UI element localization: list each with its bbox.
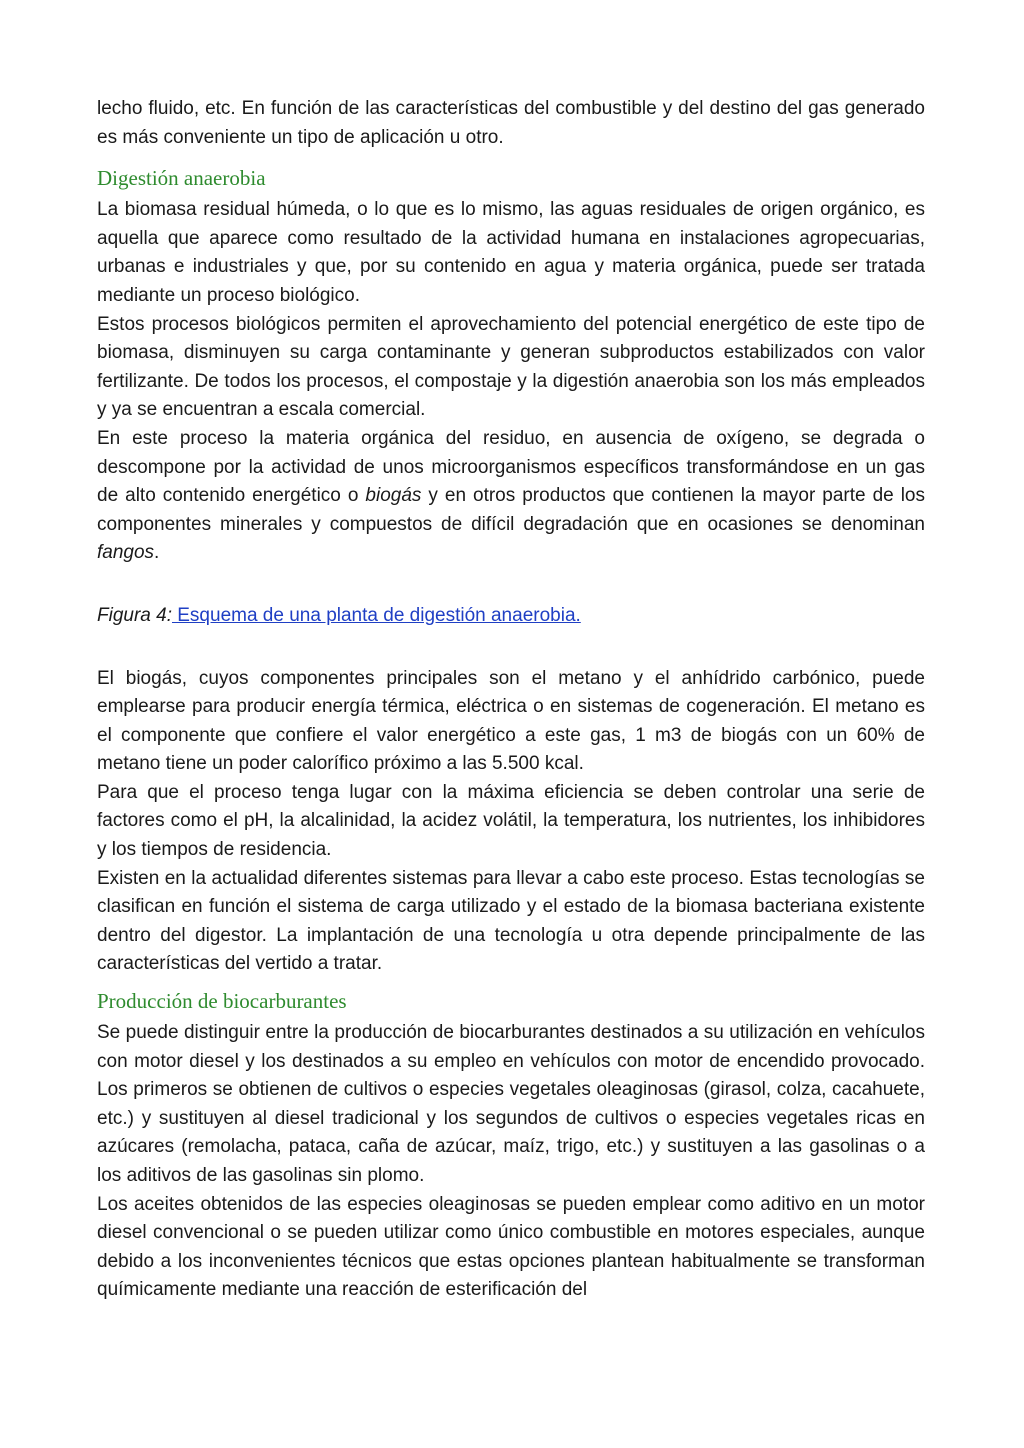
biocarburantes-paragraph-1: Se puede distinguir entre la producción de biocarburantes destinados a su utilización en vehículos con motor diesel y los destinados a su empleo en vehículos con motor de encendido provocado. Los primeros se obtienen de cultivos o especies vegetales oleaginosas (girasol, colza, cacahuete, etc.) y sustituyen al diesel tradicional y los segundos de cultivos o especies vegetales ricas en azúcares (remolacha, pataca, caña de azúcar, maíz, trigo, etc.) y sustituyen a las gasolinas o a los aditivos de las gasolinas sin plomo. bbox=[97, 1022, 925, 1186]
section-heading-biocarburantes: Producción de biocarburantes bbox=[97, 989, 347, 1014]
figure-label: Figura 4: bbox=[97, 604, 172, 626]
digestion-p3-text-b: y en otros productos que contienen la mayor parte de los componentes minerales y compuestos de difícil degradación que en ocasiones se denominan bbox=[97, 485, 925, 535]
biocarburantes-paragraph-2: Los aceites obtenidos de las especies oleaginosas se pueden emplear como aditivo en un motor diesel convencional o se pueden utilizar como único combustible en motores especiales, aunque debido a los inconvenientes técnicos que estas opciones plantean habitualmente se transforman químicamente mediante una reacción de esterificación del bbox=[97, 1193, 925, 1301]
digestion-paragraph-3 bbox=[97, 425, 925, 568]
document-page bbox=[97, 95, 925, 1305]
biogas-paragraph-3: Existen en la actualidad diferentes sistemas para llevar a cabo este proceso. Estas tecnologías se clasifican en función el sistema de carga utilizado y el estado de la biomasa bacteriana existente dentro del digestor. La implantación de una tecnología u otra depende principalmente de las características del vertido a tratar. bbox=[97, 867, 925, 975]
figure-link[interactable]: Esquema de una planta de digestión anaerobia. bbox=[171, 604, 581, 626]
biogas-paragraph-1: El biogás, cuyos componentes principales son el metano y el anhídrido carbónico, puede emplearse para producir energía térmica, eléctrica o en sistemas de cogeneración. El metano es el componente que confiere el valor energético a este gas, 1 m3 de biogás con un 60% de metano tiene un poder calorífico próximo a las 5.500 kcal. bbox=[97, 667, 925, 775]
biogas-paragraph-2: Para que el proceso tenga lugar con la máxima eficiencia se deben controlar una serie de factores como el pH, la alcalinidad, la acidez volátil, la temperatura, los nutrientes, los inhibidores y los tiempos de residencia. bbox=[97, 781, 925, 861]
fangos-term: fangos bbox=[97, 542, 155, 564]
figure-caption bbox=[97, 602, 925, 631]
digestion-p3-text-c: . bbox=[154, 542, 160, 564]
biogas-term: biogás bbox=[365, 485, 422, 507]
digestion-p3-text-a: En este proceso la materia orgánica del residuo, en ausencia de oxígeno, se degrada o descompone por la actividad de unos microorganismos específicos transformándose en un gas de alto contenido energético o bbox=[97, 427, 925, 507]
section-heading-digestion: Digestión anaerobia bbox=[97, 166, 266, 191]
intro-paragraph: lecho fluido, etc. En función de las características del combustible y del destino del gas generado es más conveniente un tipo de aplicación u otro. bbox=[97, 98, 925, 148]
digestion-paragraph-1: La biomasa residual húmeda, o lo que es lo mismo, las aguas residuales de origen orgánico, es aquella que aparece como resultado de la actividad humana en instalaciones agropecuarias, urbanas e industriales y que, por su contenido en agua y materia orgánica, puede ser tratada mediante un proceso biológico. bbox=[97, 199, 925, 306]
digestion-paragraph-2: Estos procesos biológicos permiten el aprovechamiento del potencial energético de este tipo de biomasa, disminuyen su carga contaminante y generan subproductos estabilizados con valor fertilizante. De todos los procesos, el compostaje y la digestión anaerobia son los más empleados y ya se encuentran a escala comercial. bbox=[97, 313, 925, 421]
